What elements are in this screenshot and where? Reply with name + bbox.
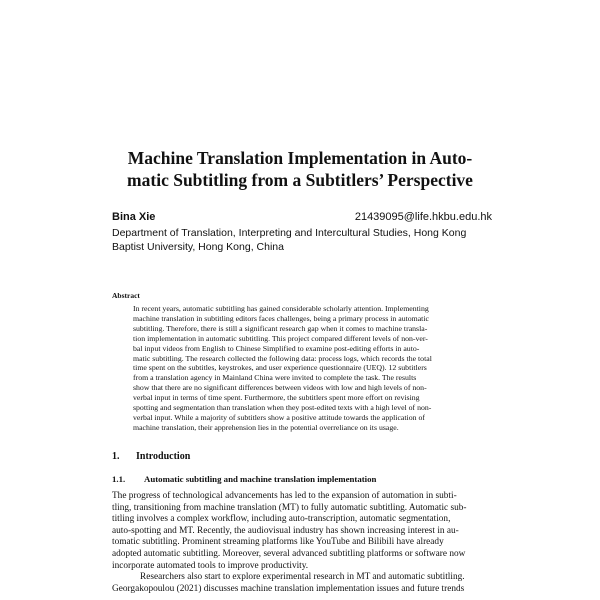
body-line: The progress of technological advancements has led to the expansion of automation in subti- bbox=[112, 491, 457, 501]
body-line: Georgakopoulou (2021) discusses machine translation implementation issues and future trends bbox=[112, 583, 465, 594]
abstract-line: verbal input. While a majority of subtitlers show a positive attitude towards the application of bbox=[133, 412, 425, 422]
section-title: Introduction bbox=[136, 451, 191, 462]
section-heading bbox=[112, 451, 190, 462]
paper-title bbox=[100, 147, 500, 191]
abstract-line: time spent on the subtitles, keystrokes, and user experience questionnaire (UEQ). 12 subtitlers bbox=[133, 363, 427, 373]
abstract-line: subtitling. Therefore, there is still a significant research gap when it comes to machine transla- bbox=[133, 323, 428, 333]
body-line: incorporate automated tools to improve productivity. bbox=[112, 560, 309, 571]
abstract-heading: Abstract bbox=[112, 291, 140, 300]
body-line: Researchers also start to explore experimental research in MT and automatic subtitling. bbox=[140, 572, 465, 583]
abstract-line: In recent years, automatic subtitling has gained considerable scholarly attention. Implementing bbox=[133, 304, 429, 313]
body-line: auto-spotting and MT. Recently, the audiovisual industry has shown increasing interest in au- bbox=[112, 525, 459, 536]
body-line: adopted automatic subtitling. Moreover, several advanced subtitling platforms or software now bbox=[112, 548, 466, 559]
abstract-body bbox=[133, 304, 491, 433]
abstract-line: from a translation agency in Mainland China were invited to complete the task. The results bbox=[133, 373, 417, 383]
abstract-line: spotting and segmentation than translation when they post-edited texts with a high level of non- bbox=[133, 403, 432, 413]
affiliation-line: Baptist University, Hong Kong, China bbox=[112, 241, 284, 253]
abstract-line: tion implementation in automatic subtitling. This project compared different levels of non-ver- bbox=[133, 333, 428, 343]
body-line: titling involves a complex workflow, including auto-transcription, automatic segmentation, bbox=[112, 514, 451, 525]
title-line: matic Subtitling from a Subtitlers’ Perspective bbox=[127, 170, 473, 190]
body-paragraphs bbox=[112, 491, 492, 595]
subsection-number: 1.1. bbox=[112, 474, 126, 484]
section-number: 1. bbox=[112, 451, 120, 462]
author-affiliation bbox=[112, 226, 492, 254]
abstract-line: show that there are no significant differences between videos with low and high levels of non- bbox=[133, 383, 427, 393]
abstract-line: machine translation in subtitling editors faces challenges, being a primary process in automatic bbox=[133, 313, 429, 323]
subsection-title: Automatic subtitling and machine translation implementation bbox=[144, 474, 377, 484]
abstract-line: bal input videos from English to Chinese Simplified to examine post-editing efforts in auto- bbox=[133, 343, 420, 353]
subsection-heading bbox=[112, 474, 376, 484]
author-line bbox=[112, 211, 492, 225]
body-line: tomatic subtitling. Prominent streaming platforms like YouTube and Bilibili have already bbox=[112, 537, 444, 548]
abstract-line: verbal input in terms of time spent. Furthermore, the subtitlers spent more effort on revising bbox=[133, 393, 420, 403]
abstract-line: matic subtitling. The research collected the following data: process logs, which records the total bbox=[133, 353, 432, 363]
author-email: 21439095@life.hkbu.edu.hk bbox=[354, 211, 492, 223]
author-name: Bina Xie bbox=[112, 211, 156, 223]
abstract-line: machine translation, their apprehension lies in the potential overreliance on its usage. bbox=[133, 422, 399, 432]
body-line: tling, transitioning from machine translation (MT) to fully automatic subtitling. Automatic sub- bbox=[112, 502, 467, 513]
affiliation-line: Department of Translation, Interpreting and Intercultural Studies, Hong Kong bbox=[112, 227, 467, 239]
title-line: Machine Translation Implementation in Auto- bbox=[127, 148, 473, 168]
